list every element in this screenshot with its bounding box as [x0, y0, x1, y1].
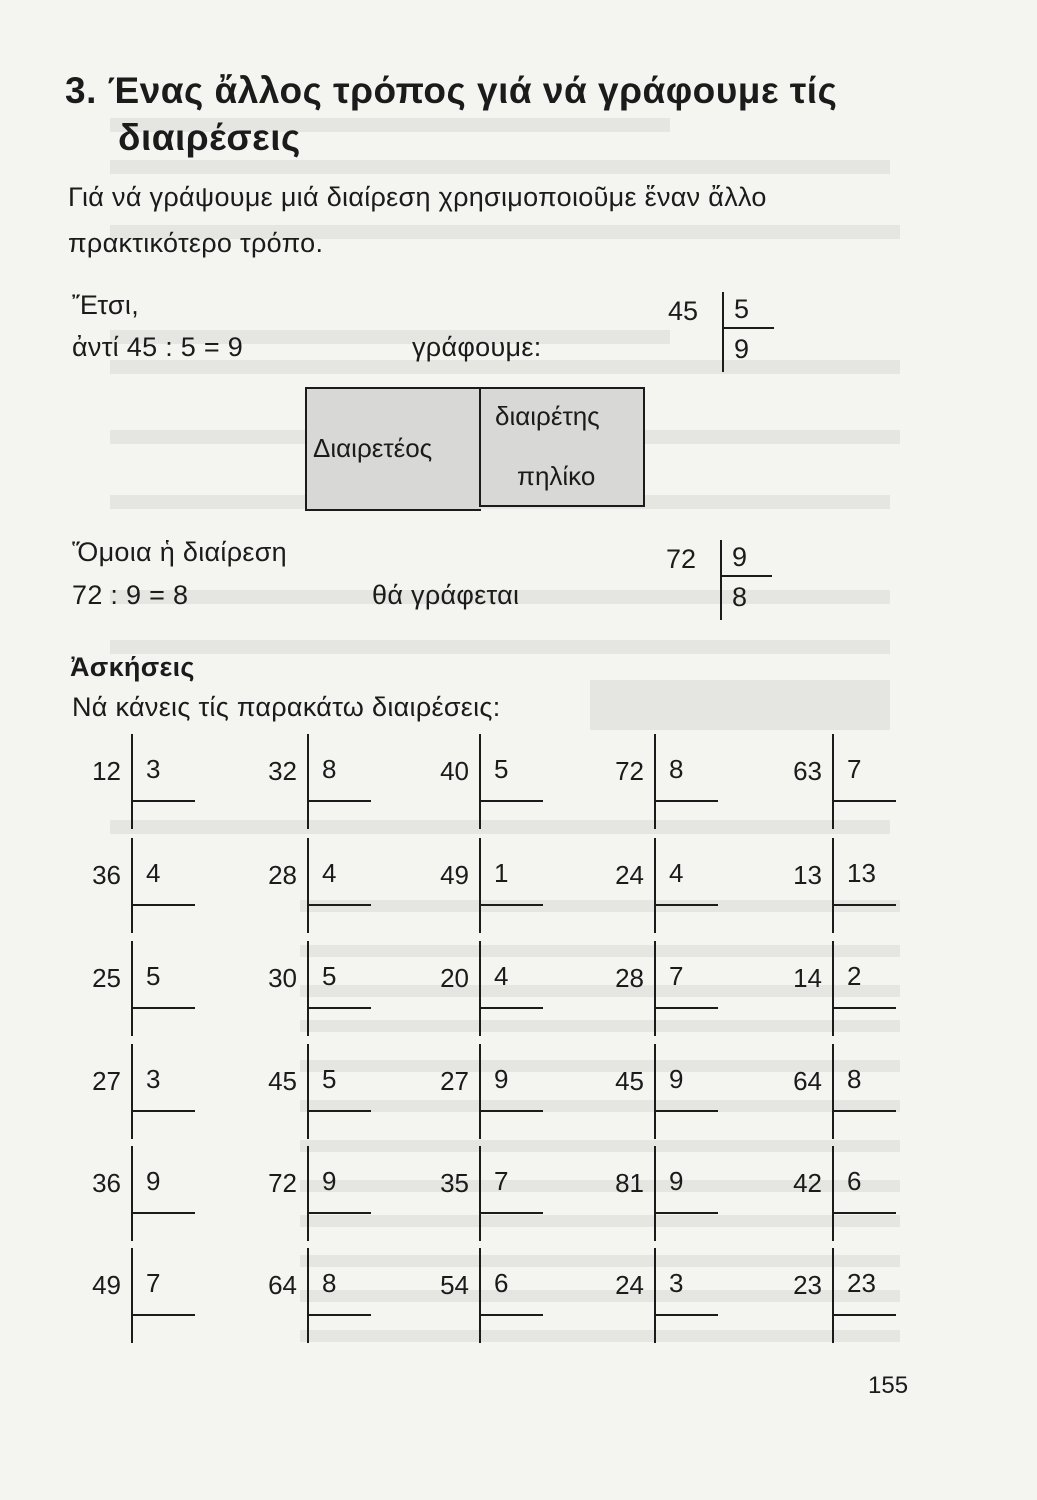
exercise-vertical-bar [479, 1248, 481, 1343]
exercise-horizontal-bar [654, 800, 718, 802]
exercise-divisor: 8 [669, 754, 684, 784]
exercise-dividend: 40 [440, 756, 469, 786]
exercise-dividend: 36 [92, 860, 121, 890]
exercise-dividend: 32 [268, 756, 297, 786]
exercise-vertical-bar [832, 941, 834, 1036]
exercise-vertical-bar [654, 1044, 656, 1139]
example1-horizontal-bar [722, 327, 774, 329]
example1-instead: ἀντί 45 : 5 = 9 [72, 332, 244, 362]
example1-vertical-bar [722, 292, 724, 372]
exercise-vertical-bar [307, 734, 309, 829]
exercise-dividend: 54 [440, 1270, 469, 1300]
exercise-dividend: 81 [615, 1168, 644, 1198]
exercise-horizontal-bar [307, 1007, 371, 1009]
exercise-horizontal-bar [654, 1212, 718, 1214]
division-terms-diagram [305, 387, 645, 509]
exercise-horizontal-bar [479, 904, 543, 906]
exercise-horizontal-bar [131, 1314, 195, 1316]
exercise-vertical-bar [479, 941, 481, 1036]
exercise-dividend: 24 [615, 1270, 644, 1300]
exercise-dividend: 25 [92, 963, 121, 993]
exercise-dividend: 23 [793, 1270, 822, 1300]
exercise-horizontal-bar [832, 904, 896, 906]
exercise-dividend: 27 [92, 1066, 121, 1096]
exercise-divisor: 9 [494, 1064, 509, 1094]
exercise-horizontal-bar [832, 1007, 896, 1009]
exercise-horizontal-bar [307, 1212, 371, 1214]
exercise-vertical-bar [832, 1146, 834, 1241]
exercise-divisor: 4 [494, 961, 509, 991]
exercise-divisor: 13 [847, 858, 876, 888]
example2-vertical-bar [720, 540, 722, 620]
exercise-vertical-bar [479, 734, 481, 829]
exercise-dividend: 45 [615, 1066, 644, 1096]
exercise-horizontal-bar [479, 1007, 543, 1009]
exercise-horizontal-bar [654, 904, 718, 906]
exercise-horizontal-bar [654, 1314, 718, 1316]
exercise-divisor: 23 [847, 1268, 876, 1298]
exercise-divisor: 5 [494, 754, 509, 784]
exercise-dividend: 14 [793, 963, 822, 993]
exercise-vertical-bar [307, 1044, 309, 1139]
exercise-vertical-bar [307, 1146, 309, 1241]
exercise-dividend: 20 [440, 963, 469, 993]
exercise-divisor: 9 [669, 1064, 684, 1094]
exercise-vertical-bar [654, 734, 656, 829]
exercise-vertical-bar [479, 1044, 481, 1139]
exercise-dividend: 13 [793, 860, 822, 890]
exercise-vertical-bar [307, 838, 309, 933]
exercises-instruction: Νά κάνεις τίς παρακάτω διαιρέσεις: [72, 692, 501, 722]
example2-horizontal-bar [720, 575, 772, 577]
exercise-dividend: 28 [268, 860, 297, 890]
exercise-vertical-bar [131, 1248, 133, 1343]
exercise-dividend: 30 [268, 963, 297, 993]
exercise-dividend: 12 [92, 756, 121, 786]
exercise-divisor: 5 [146, 961, 161, 991]
page-number: 155 [868, 1372, 909, 1399]
exercise-dividend: 35 [440, 1168, 469, 1198]
dividend-label: Διαιρετέος [313, 433, 433, 463]
exercise-horizontal-bar [479, 1110, 543, 1112]
exercise-vertical-bar [654, 1248, 656, 1343]
exercise-divisor: 7 [146, 1268, 161, 1298]
exercise-dividend: 49 [440, 860, 469, 890]
exercise-vertical-bar [832, 838, 834, 933]
intro-line2: πρακτικότερο τρόπο. [68, 228, 324, 258]
exercise-horizontal-bar [307, 1314, 371, 1316]
section-title-line1: 3. Ένας ἄλλος τρόπος γιά νά γράφουμε τίς [65, 70, 838, 111]
exercise-horizontal-bar [131, 800, 195, 802]
exercise-divisor: 7 [494, 1166, 509, 1196]
exercise-vertical-bar [479, 838, 481, 933]
exercise-divisor: 9 [322, 1166, 337, 1196]
example2-equation: 72 : 9 = 8 [72, 580, 189, 610]
exercise-dividend: 72 [615, 756, 644, 786]
example1-etsi: Ἔτσι, [72, 290, 139, 320]
exercise-horizontal-bar [131, 904, 195, 906]
exercise-vertical-bar [654, 1146, 656, 1241]
exercise-dividend: 64 [793, 1066, 822, 1096]
exercise-divisor: 5 [322, 1064, 337, 1094]
exercise-dividend: 45 [268, 1066, 297, 1096]
exercise-vertical-bar [131, 941, 133, 1036]
exercise-dividend: 72 [268, 1168, 297, 1198]
exercise-divisor: 4 [669, 858, 684, 888]
exercise-dividend: 64 [268, 1270, 297, 1300]
exercise-dividend: 36 [92, 1168, 121, 1198]
exercise-divisor: 3 [669, 1268, 684, 1298]
exercise-vertical-bar [832, 1248, 834, 1343]
exercise-vertical-bar [131, 1044, 133, 1139]
exercise-dividend: 42 [793, 1168, 822, 1198]
exercise-divisor: 7 [669, 961, 684, 991]
exercise-horizontal-bar [832, 1212, 896, 1214]
exercise-divisor: 8 [322, 754, 337, 784]
exercise-divisor: 6 [494, 1268, 509, 1298]
example2-will-be-written: θά γράφεται [372, 580, 520, 610]
exercise-horizontal-bar [479, 1212, 543, 1214]
exercise-vertical-bar [832, 1044, 834, 1139]
example2-dividend: 72 [666, 544, 697, 574]
example1-quotient: 9 [734, 334, 750, 364]
exercise-divisor: 4 [322, 858, 337, 888]
exercise-horizontal-bar [832, 800, 896, 802]
exercise-horizontal-bar [131, 1110, 195, 1112]
exercise-dividend: 63 [793, 756, 822, 786]
exercise-dividend: 27 [440, 1066, 469, 1096]
exercise-horizontal-bar [307, 1110, 371, 1112]
exercise-horizontal-bar [832, 1110, 896, 1112]
exercise-horizontal-bar [479, 1314, 543, 1316]
example2-quotient: 8 [732, 582, 748, 612]
example1-we-write: γράφουμε: [412, 332, 542, 362]
exercise-dividend: 49 [92, 1270, 121, 1300]
exercise-divisor: 3 [146, 754, 161, 784]
exercise-vertical-bar [131, 1146, 133, 1241]
example2-similarly: Ὅμοια ἡ διαίρεση [72, 537, 287, 567]
exercise-divisor: 9 [146, 1166, 161, 1196]
exercise-horizontal-bar [654, 1007, 718, 1009]
exercise-divisor: 1 [494, 858, 509, 888]
example2-divisor: 9 [732, 542, 748, 572]
exercise-divisor: 3 [146, 1064, 161, 1094]
exercise-dividend: 28 [615, 963, 644, 993]
exercise-vertical-bar [131, 734, 133, 829]
quotient-label: πηλίκο [517, 461, 596, 491]
example1-divisor: 5 [734, 294, 750, 324]
exercise-vertical-bar [479, 1146, 481, 1241]
exercise-horizontal-bar [479, 800, 543, 802]
exercise-divisor: 9 [669, 1166, 684, 1196]
exercise-vertical-bar [131, 838, 133, 933]
exercise-vertical-bar [307, 1248, 309, 1343]
exercise-divisor: 8 [322, 1268, 337, 1298]
exercise-divisor: 6 [847, 1166, 862, 1196]
divisor-label: διαιρέτης [495, 401, 600, 431]
exercise-vertical-bar [832, 734, 834, 829]
example1-dividend: 45 [668, 296, 699, 326]
exercise-vertical-bar [307, 941, 309, 1036]
exercises-heading: Ἀσκήσεις [70, 652, 195, 682]
exercise-horizontal-bar [654, 1110, 718, 1112]
section-title-line2: διαιρέσεις [118, 117, 301, 158]
exercise-divisor: 2 [847, 961, 862, 991]
exercise-divisor: 7 [847, 754, 862, 784]
exercise-horizontal-bar [307, 800, 371, 802]
exercise-divisor: 5 [322, 961, 337, 991]
exercise-horizontal-bar [131, 1007, 195, 1009]
exercise-dividend: 24 [615, 860, 644, 890]
intro-line1: Γιά νά γράψουμε μιά διαίρεση χρησιμοποιοῦμε ἕναν ἄλλο [68, 182, 767, 212]
exercise-divisor: 4 [146, 858, 161, 888]
exercise-horizontal-bar [131, 1212, 195, 1214]
exercise-vertical-bar [654, 838, 656, 933]
exercise-horizontal-bar [307, 904, 371, 906]
exercise-vertical-bar [654, 941, 656, 1036]
exercise-horizontal-bar [832, 1314, 896, 1316]
exercise-divisor: 8 [847, 1064, 862, 1094]
